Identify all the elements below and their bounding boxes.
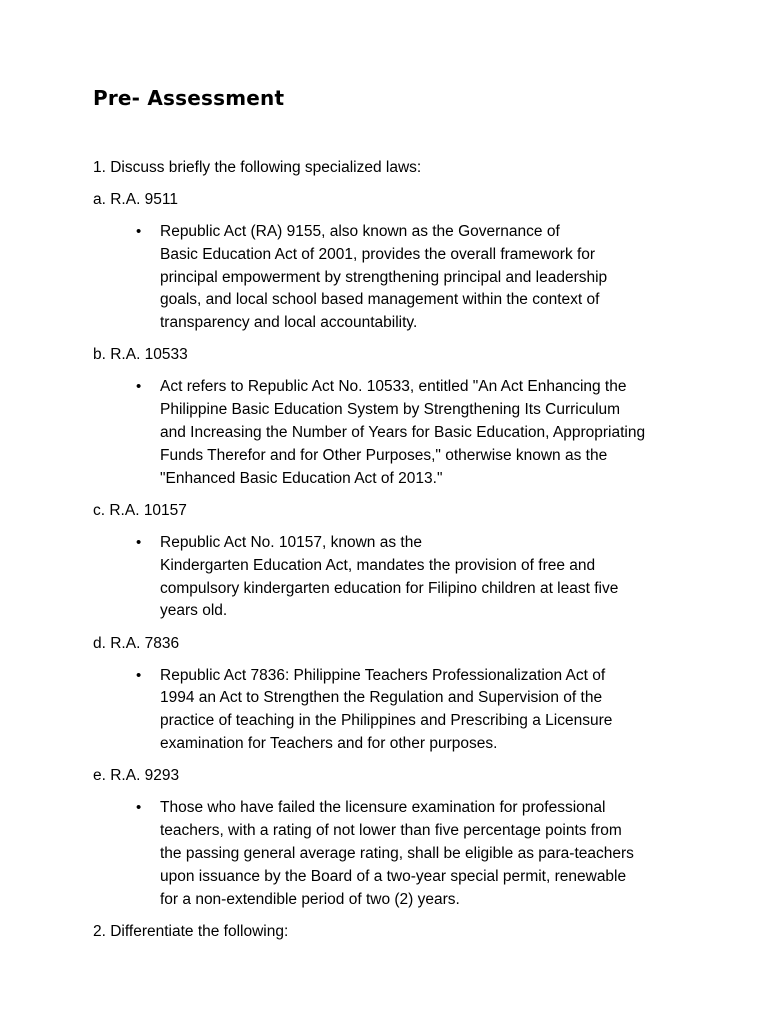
- bullet-text-line: Kindergarten Education Act, mandates the provision of free and: [160, 556, 596, 574]
- bullet-item: [93, 221, 683, 335]
- bullet-text-line: practice of teaching in the Philippines and Prescribing a Licensure: [160, 712, 613, 730]
- bullet-item: [93, 665, 683, 756]
- bullet-list: [93, 797, 683, 911]
- bullet-text-line: examination for Teachers and for other purposes.: [160, 735, 498, 753]
- bullet-text-line: Basic Education Act of 2001, provides the overall framework for: [160, 245, 596, 263]
- bullet-item: [93, 376, 683, 490]
- law-sections: [93, 189, 683, 911]
- bullet-text-line: transparency and local accountability.: [160, 314, 418, 332]
- bullet-text-line: Act refers to Republic Act No. 10533, entitled "An Act Enhancing the: [160, 378, 627, 396]
- section-label: e. R.A. 9293: [93, 767, 180, 785]
- section-label: c. R.A. 10157: [93, 501, 187, 519]
- bullet-icon: •: [136, 799, 142, 817]
- bullet-icon: •: [136, 666, 142, 684]
- bullet-text-line: Republic Act No. 10157, known as the: [160, 533, 422, 551]
- section-label: a. R.A. 9511: [93, 191, 179, 208]
- bullet-text-line: Republic Act 7836: Philippine Teachers Professionalization Act of: [160, 666, 606, 684]
- bullet-text-line: Funds Therefor and for Other Purposes," otherwise known as the: [160, 446, 608, 464]
- bullet-text-line: upon issuance by the Board of a two-year special permit, renewable: [160, 867, 627, 885]
- bullet-text-line: Those who have failed the licensure examination for professional: [160, 799, 606, 817]
- document-title: Pre- Assessment: [93, 86, 285, 110]
- section-label: d. R.A. 7836: [93, 634, 180, 652]
- bullet-text-line: Republic Act (RA) 9155, also known as the Governance of: [160, 223, 560, 240]
- bullet-icon: •: [136, 223, 142, 240]
- bullet-text-line: goals, and local school based management within the context of: [160, 291, 600, 309]
- bullet-text-line: compulsory kindergarten education for Filipino children at least five: [160, 579, 619, 597]
- bullet-text-line: the passing general average rating, shall be eligible as para-teachers: [160, 844, 634, 862]
- bullet-text-line: years old.: [160, 602, 228, 620]
- bullet-text-line: and Increasing the Number of Years for Basic Education, Appropriating: [160, 424, 646, 442]
- bullet-text-line: for a non-extendible period of two (2) years.: [160, 890, 460, 908]
- bullet-list: [93, 376, 683, 490]
- bullet-list: [93, 665, 683, 756]
- bullet-list: [93, 532, 683, 623]
- bullet-text-line: teachers, with a rating of not lower than five percentage points from: [160, 822, 622, 840]
- bullet-icon: •: [136, 533, 142, 551]
- bullet-text-line: "Enhanced Basic Education Act of 2013.": [160, 469, 443, 487]
- question-2: 2. Differentiate the following:: [93, 922, 289, 940]
- bullet-item: [93, 532, 683, 623]
- bullet-text-line: principal empowerment by strengthening principal and leadership: [160, 268, 608, 286]
- bullet-text-line: 1994 an Act to Strengthen the Regulation and Supervision of the: [160, 689, 603, 707]
- section-label: b. R.A. 10533: [93, 346, 188, 364]
- document-page: [93, 84, 683, 953]
- bullet-text-line: Philippine Basic Education System by Strengthening Its Curriculum: [160, 401, 621, 419]
- bullet-icon: •: [136, 378, 142, 396]
- bullet-item: [93, 797, 683, 911]
- question-1: 1. Discuss briefly the following specialized laws:: [93, 159, 422, 176]
- bullet-list: [93, 221, 683, 335]
